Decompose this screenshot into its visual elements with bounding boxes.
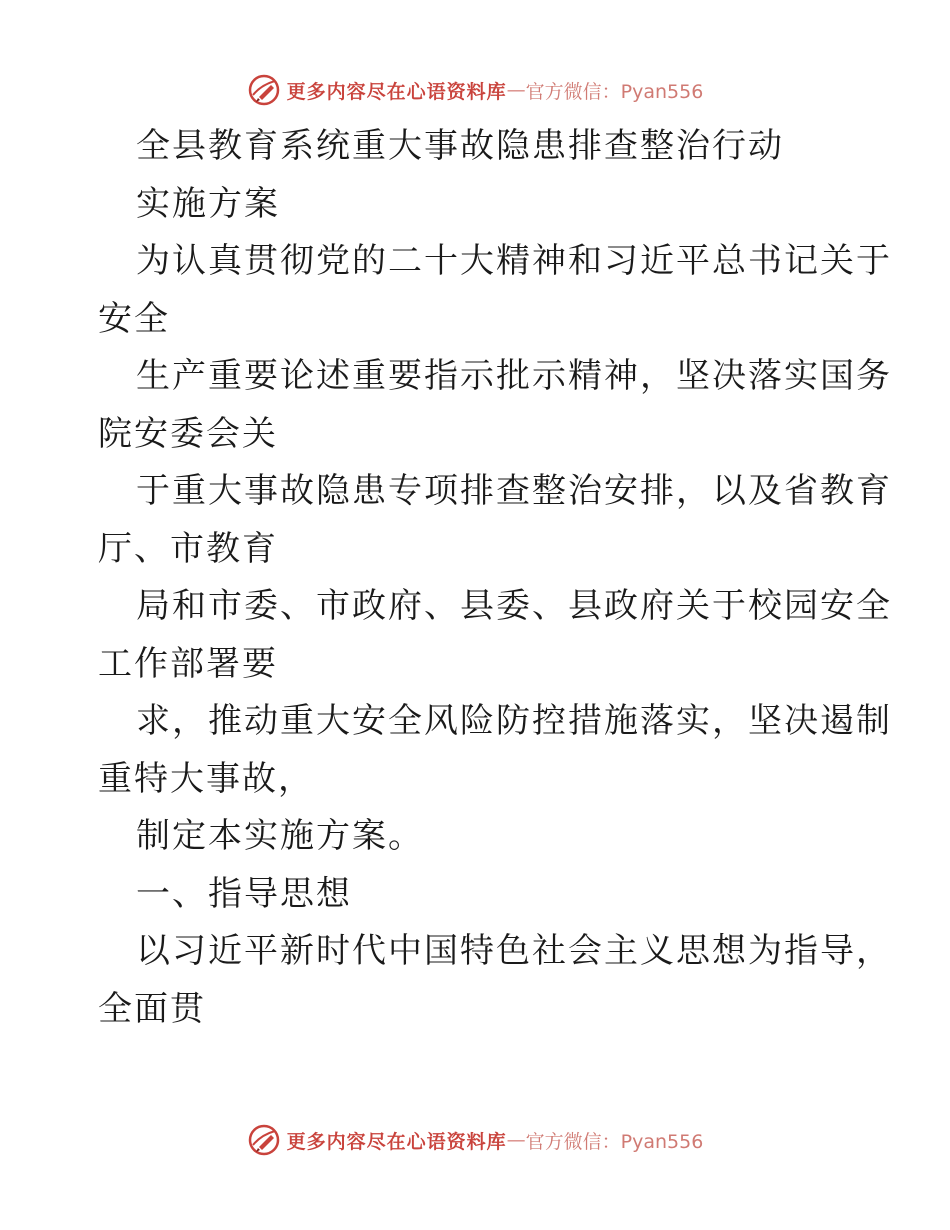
- banner-dash: —: [506, 79, 526, 101]
- paragraph-line: 院安委会关: [98, 413, 278, 454]
- paragraph-line: 以习近平新时代中国特色社会主义思想为指导，: [136, 931, 892, 971]
- document-body: [98, 118, 892, 1038]
- paragraph-line: 厅、市教育: [98, 528, 278, 569]
- banner-main-text: 更多内容尽在心语资料库: [286, 80, 507, 103]
- pen-circle-logo-icon: [247, 73, 281, 107]
- banner-dash: —: [506, 1129, 526, 1151]
- paragraph-line: 工作部署要: [98, 643, 278, 684]
- footer-banner: [0, 1120, 950, 1160]
- paragraph-line: 制定本实施方案。: [136, 816, 424, 856]
- paragraph-line: 为认真贯彻党的二十大精神和习近平总书记关于: [136, 241, 892, 281]
- header-banner: [0, 70, 950, 110]
- paragraph-line: 求，推动重大安全风险防控措施落实，坚决遏制: [136, 701, 892, 741]
- paragraph-line: 局和市委、市政府、县委、县政府关于校园安全: [136, 586, 892, 626]
- paragraph-line: 安全: [98, 298, 170, 339]
- banner-main-text: 更多内容尽在心语资料库: [286, 1130, 507, 1153]
- banner-wechat-text: 官方微信：Pyan556: [525, 1130, 704, 1153]
- paragraph-line: 于重大事故隐患专项排查整治安排，以及省教育: [136, 471, 892, 511]
- paragraph-line: 重特大事故，: [98, 758, 314, 799]
- document-title: 全县教育系统重大事故隐患排查整治行动: [136, 126, 784, 166]
- banner-wechat-text: 官方微信：Pyan556: [525, 80, 704, 103]
- pen-circle-logo-icon: [247, 1123, 281, 1157]
- paragraph-line: 生产重要论述重要指示批示精神，坚决落实国务: [136, 356, 892, 396]
- section-heading: 一、指导思想: [136, 873, 352, 914]
- paragraph-line: 全面贯: [98, 988, 206, 1029]
- document-subtitle: 实施方案: [136, 183, 280, 224]
